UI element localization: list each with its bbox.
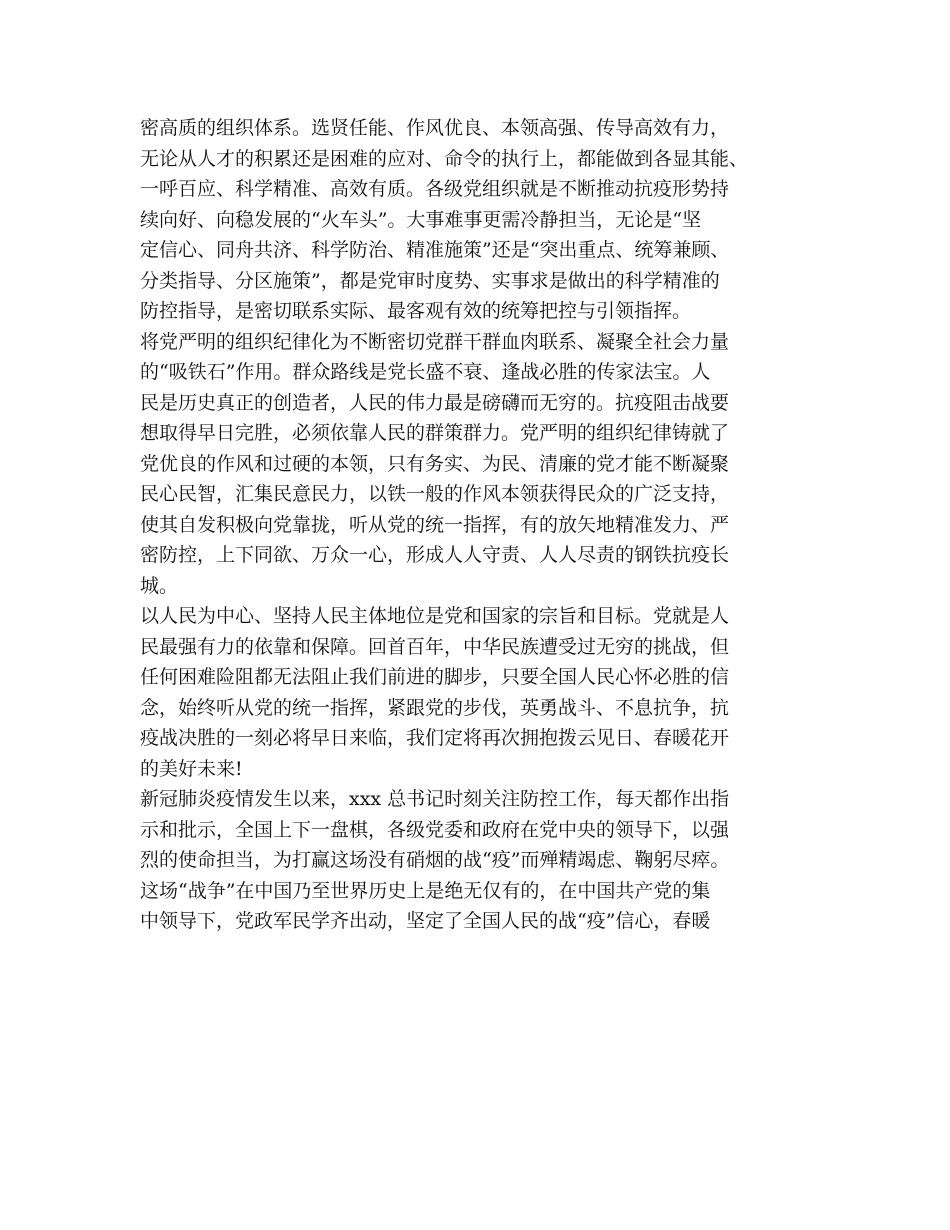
text-line: 续向好、向稳发展的“火车头”。大事难事更需冷静担当，无论是“坚 xyxy=(140,208,702,231)
text-line: 民最强有力的依靠和保障。回首百年，中华民族遭受过无穷的挑战，但 xyxy=(140,635,730,658)
text-line: 的“吸铁石”作用。群众路线是党长盛不衰、逢战必胜的传家法宝。人 xyxy=(140,361,711,383)
text-line: 新冠肺炎疫情发生以来，xxx 总书记时刻关注防控工作，每天都作出指 xyxy=(140,788,730,810)
text-line: 疫战决胜的一刻必将早日来临，我们定将再次拥抱拨云见日、春暖花开 xyxy=(140,727,730,749)
text-line: 想取得早日完胜，必须依靠人民的群策群力。党严明的组织纪律铸就了 xyxy=(140,422,730,444)
text-line: 念，始终听从党的统一指挥，紧跟党的步伐，英勇战斗、不息抗争，抗 xyxy=(140,696,730,719)
text-line: 民心民智，汇集民意民力，以铁一般的作风本领获得民众的广泛支持， xyxy=(140,483,730,505)
text-line: 以人民为中心、坚持人民主体地位是党和国家的宗旨和目标。党就是人 xyxy=(140,605,730,627)
text-line: 的美好未来! xyxy=(140,757,243,780)
text-line: 烈的使命担当，为打赢这场没有硝烟的战“疫”而殚精竭虑、鞠躬尽瘁。 xyxy=(140,849,730,871)
text-line: 一呼百应、科学精准、高效有质。各级党组织就是不断推动抗疫形势持 xyxy=(140,178,730,200)
text-line: 民是历史真正的创造者，人民的伟力最是磅礴而无穷的。抗疫阻击战要 xyxy=(140,391,730,414)
body-text xyxy=(140,113,840,937)
text-line: 防控指导，是密切联系实际、最客观有效的统筹把控与引领指挥。 xyxy=(140,300,692,322)
text-line: 任何困难险阻都无法阻止我们前进的脚步，只要全国人民心怀必胜的信 xyxy=(140,666,730,688)
text-line: 党优良的作风和过硬的本领，只有务实、为民、清廉的党才能不断凝聚 xyxy=(140,452,730,475)
text-line: 密高质的组织体系。选贤任能、作风优良、本领高强、传导高效有力， xyxy=(140,117,730,139)
text-line: 示和批示，全国上下一盘棋，各级党委和政府在党中央的领导下，以强 xyxy=(140,818,730,841)
text-line: 分类指导、分区施策”，都是党审时度势、实事求是做出的科学精准的 xyxy=(140,269,720,292)
text-line: 无论从人才的积累还是困难的应对、命令的执行上，都能做到各显其能、 xyxy=(140,147,749,170)
text-line: 定信心、同舟共济、科学防治、精准施策”还是“突出重点、统筹兼顾、 xyxy=(140,239,730,261)
text-line: 使其自发积极向党靠拢，听从党的统一指挥，有的放矢地精准发力、严 xyxy=(140,513,730,536)
text-line: 密防控，上下同欲、万众一心，形成人人守责、人人尽责的钢铁抗疫长 xyxy=(140,544,730,566)
text-line: 中领导下，党政军民学齐出动，坚定了全国人民的战“疫”信心，春暖 xyxy=(140,910,711,932)
text-line: 城。 xyxy=(140,574,179,597)
text-line: 将党严明的组织纪律化为不断密切党群干群血肉联系、凝聚全社会力量 xyxy=(140,330,730,353)
text-line: 这场“战争”在中国乃至世界历史上是绝无仅有的，在中国共产党的集 xyxy=(140,879,711,902)
